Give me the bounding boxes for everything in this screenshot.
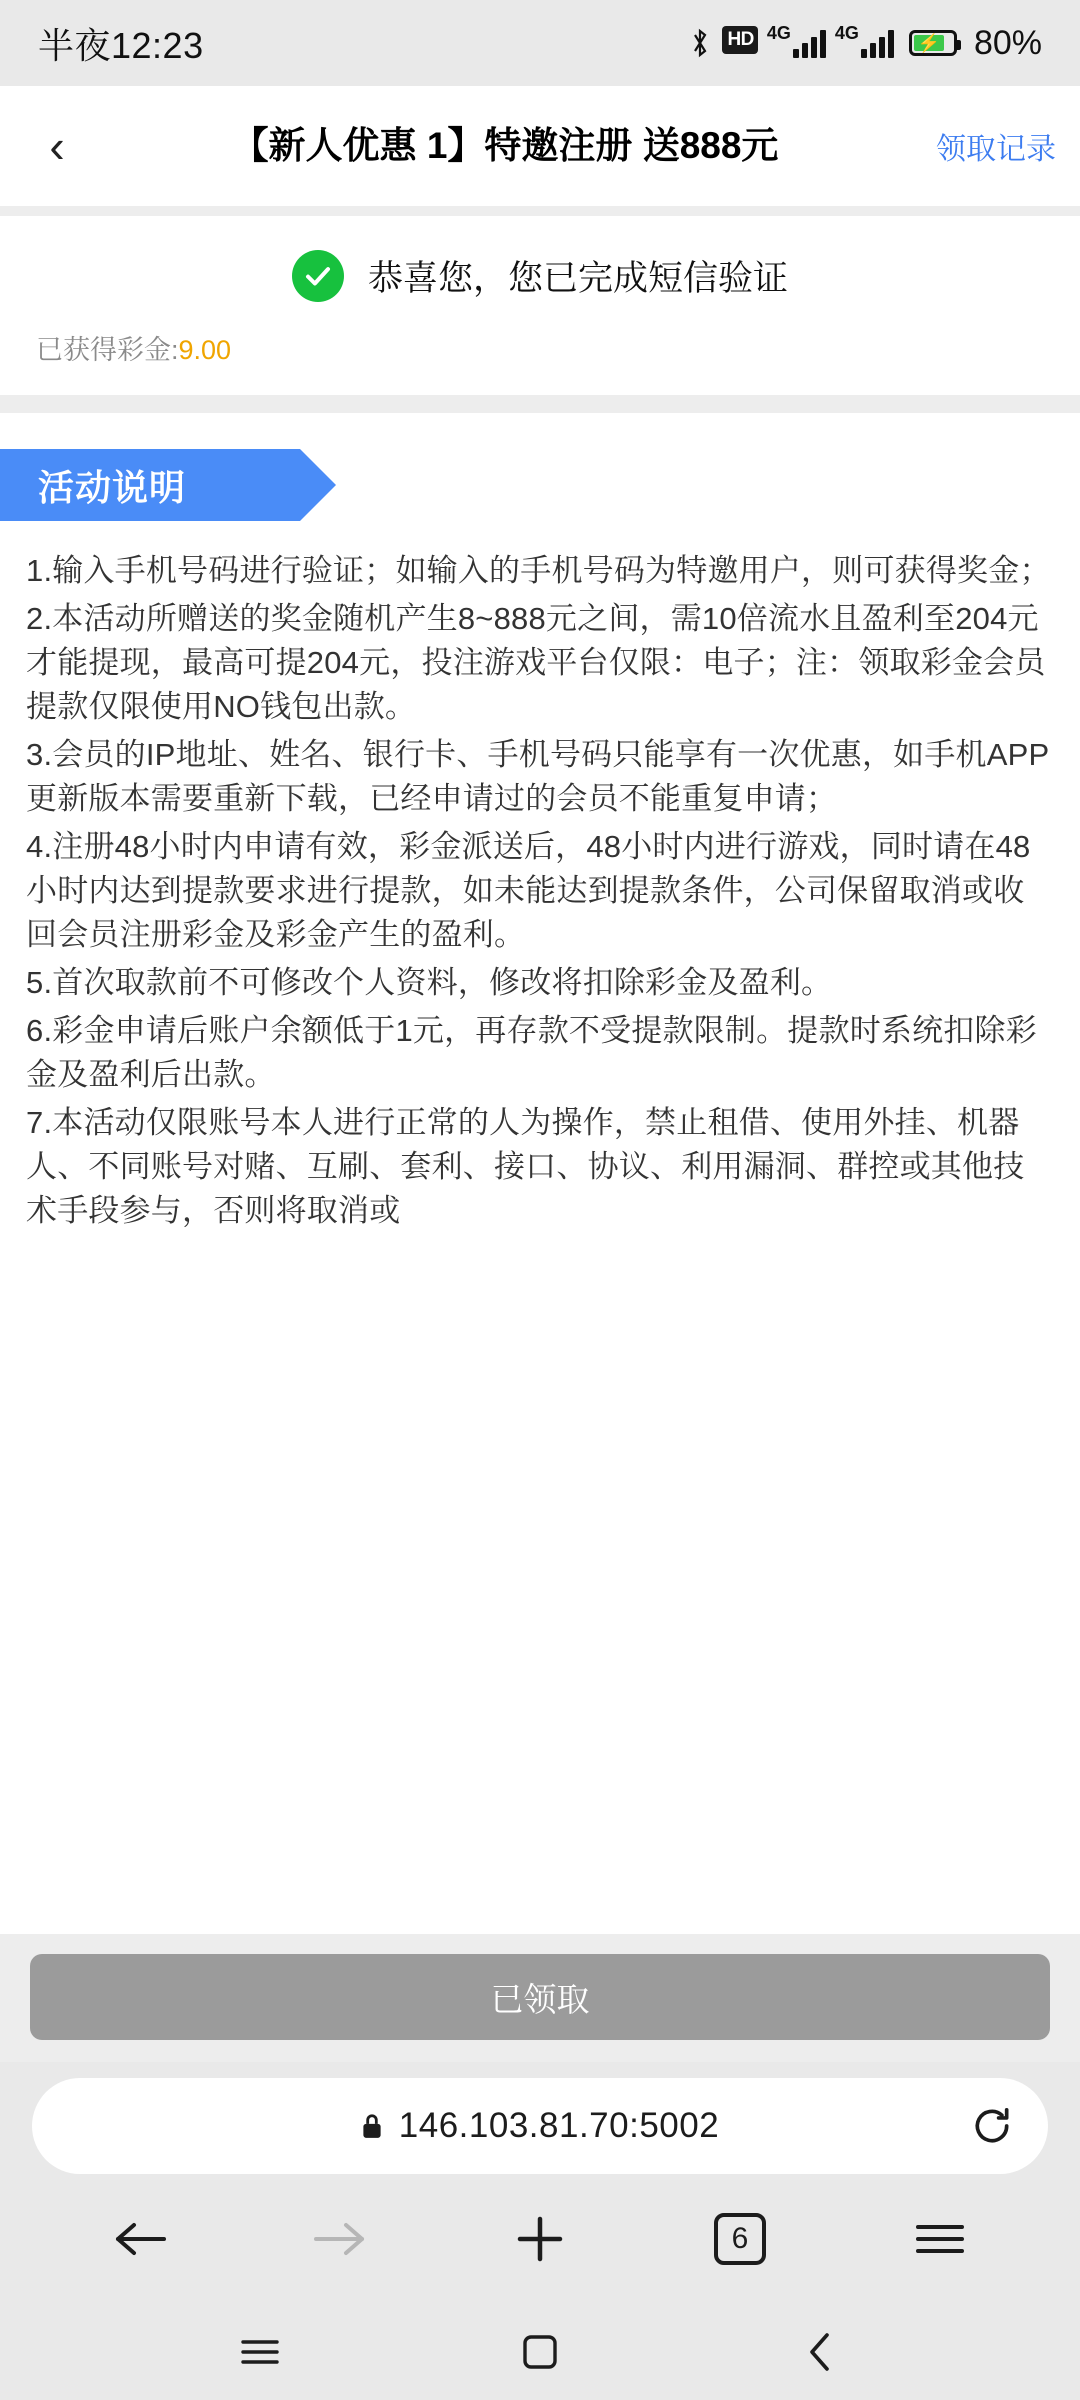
- status-icons: [687, 24, 1042, 63]
- browser-chrome: [0, 2062, 1080, 2304]
- home-button[interactable]: [500, 2322, 580, 2382]
- rule-line: 4.注册48小时内申请有效，彩金派送后，48小时内进行游戏，同时请在48小时内达到提款要求进行提款，如未能达到提款条件，公司保留取消或收回会员注册彩金及彩金产生的盈利。: [26, 829, 1031, 953]
- content-scroll[interactable]: [0, 206, 1080, 1934]
- rules-body: [0, 521, 1080, 1233]
- network-type-label-1: 4G: [766, 23, 791, 43]
- url-text: 146.103.81.70:5002: [398, 2106, 720, 2145]
- tab-count: 6: [714, 2213, 766, 2265]
- rule-line: 2.本活动所赠送的奖金随机产生8~888元之间，需10倍流水且盈利至204元才能提现，最高可提204元，投注游戏平台仅限：电子；注：领取彩金会员提款仅限使用NO钱包出款。: [26, 601, 1046, 725]
- signal-bars-2: [861, 28, 894, 58]
- signal-1: [766, 23, 826, 58]
- bonus-amount: 9.00: [178, 335, 232, 365]
- battery-percent: 80%: [973, 23, 1042, 62]
- browser-back-button[interactable]: [95, 2204, 185, 2274]
- browser-nav-bar: [0, 2174, 1080, 2304]
- system-nav-bar: [0, 2304, 1080, 2400]
- rule-line: 6.彩金申请后账户余额低于1元，再存款不受提款限制。提款时系统扣除彩金及盈利后出款。: [26, 1013, 1037, 1093]
- system-back-button[interactable]: [780, 2322, 860, 2382]
- rules-tab-banner: [0, 449, 300, 521]
- url-bar[interactable]: [32, 2078, 1048, 2174]
- success-check-icon: [292, 250, 344, 302]
- signal-2: [834, 23, 894, 58]
- verification-notice-card: [0, 216, 1080, 395]
- notice-message: 恭喜您，您已完成短信验证: [367, 259, 788, 298]
- back-button[interactable]: ‹: [49, 120, 65, 172]
- rule-line: 1.输入手机号码进行验证；如输入的手机号码为特邀用户，则可获得奖金；: [26, 553, 1051, 588]
- claim-button[interactable]: 已领取: [30, 1954, 1050, 2040]
- url-center: [66, 2106, 1014, 2146]
- bonus-row: [36, 328, 1044, 367]
- reload-icon[interactable]: [970, 2104, 1014, 2148]
- claim-records-link[interactable]: 领取记录: [936, 133, 1056, 166]
- status-bar: [0, 0, 1080, 86]
- status-time: 半夜12:23: [38, 24, 204, 66]
- signal-bars-1: [793, 28, 826, 58]
- new-tab-button[interactable]: [495, 2204, 585, 2274]
- browser-menu-button[interactable]: [895, 2204, 985, 2274]
- rule-line: 5.首次取款前不可修改个人资料，修改将扣除彩金及盈利。: [26, 965, 833, 1001]
- hamburger-menu-icon: [914, 2219, 966, 2259]
- hd-badge: HD: [722, 26, 757, 54]
- rules-card: [0, 413, 1080, 1934]
- notice-row: [36, 250, 1044, 302]
- tab-switcher-button[interactable]: [695, 2204, 785, 2274]
- rule-line: 7.本活动仅限账号本人进行正常的人为操作，禁止租借、使用外挂、机器人、不同账号对赌、互刷、套利、接口、协议、利用漏洞、群控或其他技术手段参与，否则将取消或: [26, 1105, 1025, 1229]
- recents-icon: [240, 2336, 280, 2368]
- page-header: [0, 86, 1080, 206]
- rule-line: 3.会员的IP地址、姓名、银行卡、手机号码只能享有一次优惠，如手机APP更新版本需要重新下载，已经申请过的会员不能重复申请；: [26, 737, 1050, 817]
- bluetooth-icon: [687, 27, 713, 59]
- bonus-label: 已获得彩金:: [36, 335, 179, 365]
- recents-button[interactable]: [220, 2322, 300, 2382]
- back-icon: [804, 2330, 836, 2374]
- lock-icon: [361, 2112, 383, 2140]
- browser-forward-button: [295, 2204, 385, 2274]
- network-type-label-2: 4G: [834, 23, 859, 43]
- charging-bolt-icon: ⚡: [917, 33, 941, 53]
- page-title: 【新人优惠 1】特邀注册 送888元: [231, 124, 779, 166]
- home-icon: [520, 2332, 560, 2372]
- battery-icon: [909, 30, 957, 56]
- claim-button-container: [0, 1934, 1080, 2062]
- rules-tab-label: 活动说明: [38, 466, 187, 508]
